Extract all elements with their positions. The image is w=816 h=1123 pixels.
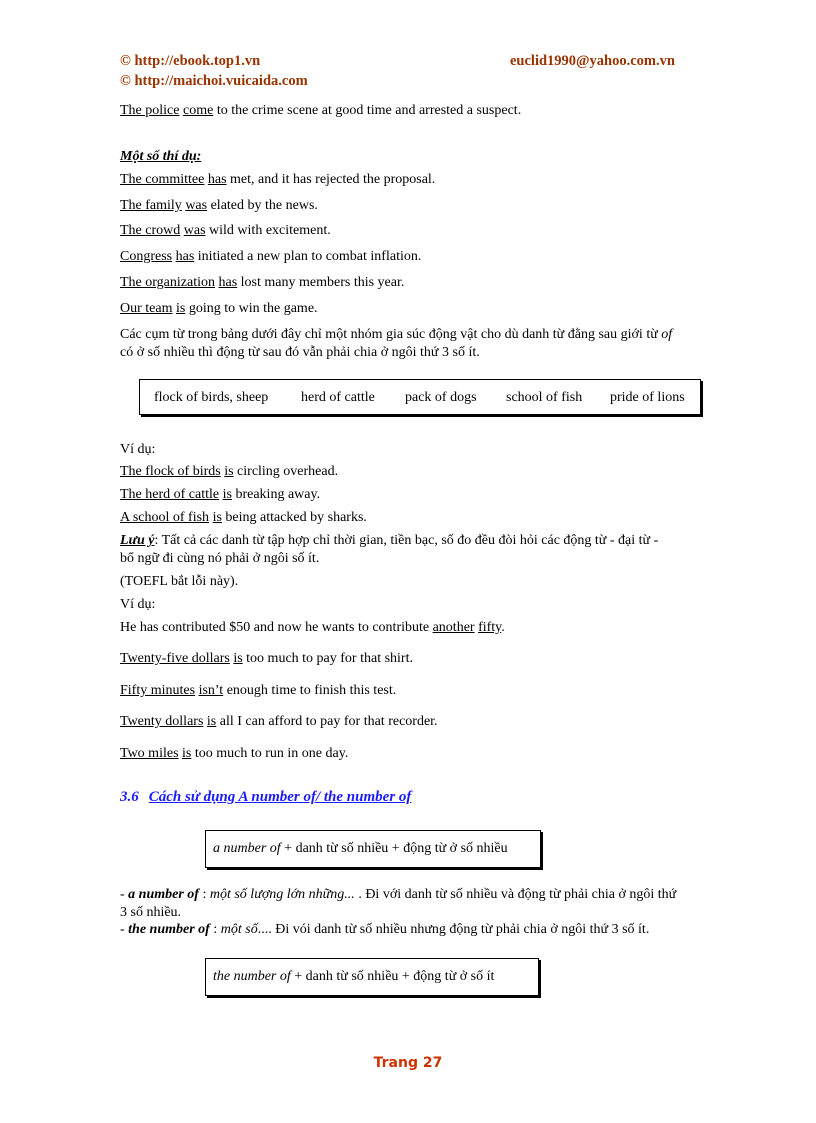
verb: is bbox=[175, 301, 186, 316]
subject: The committee bbox=[120, 172, 205, 187]
sentence-rest: too much to pay for that shirt. bbox=[242, 651, 413, 666]
colon: : bbox=[209, 922, 221, 937]
sentence-rest: to the crime scene at good time and arrested a suspect. bbox=[213, 103, 522, 118]
group-cell: pack of dogs bbox=[405, 390, 477, 405]
verb: is bbox=[233, 651, 243, 666]
explain-rest: .... Đi vói danh từ số nhiều nhưng động từ phải chia ở ngôi thứ 3 số ít. bbox=[257, 922, 650, 937]
verb: is bbox=[224, 464, 234, 479]
example-sentence bbox=[120, 301, 318, 317]
vidu-label: Ví dụ: bbox=[120, 597, 156, 612]
verb: come bbox=[182, 103, 214, 118]
animal-note-line1 bbox=[120, 327, 672, 343]
verb: is bbox=[182, 746, 192, 761]
section-title-link[interactable]: Cách sử dụng A number of/ the number of bbox=[148, 789, 412, 805]
verb: is bbox=[222, 487, 232, 502]
verb: is bbox=[212, 510, 222, 525]
verb: has bbox=[207, 172, 227, 187]
formula-box-a-number-of bbox=[205, 830, 541, 868]
header-link-ebook[interactable]: © http://ebook.top1.vn bbox=[120, 53, 261, 69]
sentence-rest: met, and it has rejected the proposal. bbox=[226, 172, 436, 187]
note-text: : Tất cả các danh từ tập hợp chỉ thời gian, tiền bạc, số đo đều đòi hỏi các động từ - đại từ - bbox=[154, 533, 659, 548]
formula-term: a number of bbox=[213, 841, 281, 856]
money-example bbox=[120, 620, 505, 636]
example-sentence bbox=[120, 198, 318, 214]
examples-heading: Một số thí dụ: bbox=[120, 149, 202, 164]
vidu-label: Ví dụ: bbox=[120, 442, 156, 457]
verb: has bbox=[175, 249, 195, 264]
example-sentence bbox=[120, 249, 421, 265]
formula-rest: + danh từ số nhiều + động từ ở số ít bbox=[290, 969, 495, 984]
section-number: 3.6 bbox=[120, 789, 139, 805]
sentence-rest: lost many members this year. bbox=[237, 275, 405, 290]
meaning: một số bbox=[220, 922, 258, 937]
group-cell: school of fish bbox=[506, 390, 583, 405]
example-sentence bbox=[120, 275, 404, 291]
subject: Twenty-five dollars bbox=[120, 651, 230, 666]
sentence-rest: all I can afford to pay for that recorder. bbox=[216, 714, 438, 729]
header-email[interactable]: euclid1990@yahoo.com.vn bbox=[510, 53, 675, 69]
formula-box-the-number-of bbox=[205, 958, 539, 996]
formula-term: the number of bbox=[213, 969, 291, 984]
money-example bbox=[120, 746, 348, 762]
term: a number of bbox=[128, 887, 199, 902]
section-heading bbox=[120, 789, 411, 806]
verb: isn’t bbox=[198, 683, 224, 698]
note-text: Các cụm từ trong bảng dưới đây chỉ một nhóm gia súc động vật cho dù danh từ đằng sau giới từ bbox=[120, 327, 662, 342]
subject: The organization bbox=[120, 275, 215, 290]
animal-example bbox=[120, 464, 338, 480]
money-example bbox=[120, 683, 396, 699]
header-link-maichoi[interactable]: © http://maichoi.vuicaida.com bbox=[120, 73, 308, 89]
explain-a-number-of-line2: 3 số nhiều. bbox=[120, 905, 182, 920]
verb: is bbox=[206, 714, 217, 729]
subject: Two miles bbox=[120, 746, 179, 761]
subject: The police bbox=[120, 103, 180, 118]
subject: Our team bbox=[120, 301, 173, 316]
group-cell: herd of cattle bbox=[301, 390, 375, 405]
subject: The crowd bbox=[120, 223, 181, 238]
verb: has bbox=[218, 275, 238, 290]
dash: - bbox=[120, 922, 129, 937]
note-line1 bbox=[120, 533, 658, 549]
note-line3: (TOEFL bắt lỗi này). bbox=[120, 574, 239, 589]
sentence-rest: initiated a new plan to combat inflation. bbox=[194, 249, 422, 264]
animal-note-line2: có ở số nhiều thì động từ sau đó vẫn phải chia ở ngôi thứ 3 số ít. bbox=[120, 345, 480, 360]
sentence-text: He has contributed $50 and now he wants to contribute bbox=[120, 620, 433, 635]
animal-example bbox=[120, 487, 320, 503]
subject: The herd of cattle bbox=[120, 487, 220, 502]
dash: - bbox=[120, 887, 129, 902]
example-sentence bbox=[120, 172, 435, 188]
money-example bbox=[120, 651, 413, 667]
sentence-rest: elated by the news. bbox=[207, 198, 318, 213]
sentence-rest: circling overhead. bbox=[233, 464, 339, 479]
animal-example bbox=[120, 510, 367, 526]
example-sentence bbox=[120, 223, 331, 239]
subject: A school of fish bbox=[120, 510, 210, 525]
explain-a-number-of bbox=[120, 887, 676, 903]
page-number: Trang 27 bbox=[373, 1055, 443, 1071]
note-line2: bổ ngữ đi cùng nó phải ở ngôi số ít. bbox=[120, 551, 320, 566]
word-another: another bbox=[432, 620, 475, 635]
sentence-rest: being attacked by sharks. bbox=[221, 510, 367, 525]
term: the number of bbox=[128, 922, 210, 937]
subject: The flock of birds bbox=[120, 464, 221, 479]
subject: Twenty dollars bbox=[120, 714, 204, 729]
formula-rest: + danh từ số nhiều + động từ ở số nhiều bbox=[280, 841, 508, 856]
money-example bbox=[120, 714, 438, 730]
colon: : bbox=[198, 887, 210, 902]
sentence-rest: too much to run in one day. bbox=[191, 746, 349, 761]
explain-rest: . Đi với danh từ số nhiều và động từ phải chia ở ngôi thứ bbox=[354, 887, 677, 902]
sentence-rest: going to win the game. bbox=[185, 301, 318, 316]
verb: was bbox=[185, 198, 208, 213]
group-cell: pride of lions bbox=[610, 390, 685, 405]
verb: was bbox=[183, 223, 206, 238]
sentence-rest: wild with excitement. bbox=[205, 223, 331, 238]
explain-the-number-of bbox=[120, 922, 649, 938]
intro-sentence bbox=[120, 103, 521, 119]
group-cell: flock of birds, sheep bbox=[154, 390, 269, 405]
period: . bbox=[501, 620, 505, 635]
preposition-of: of bbox=[661, 327, 673, 342]
meaning: một số lượng lớn những... bbox=[209, 887, 355, 902]
sentence-rest: enough time to finish this test. bbox=[223, 683, 397, 698]
subject: Congress bbox=[120, 249, 173, 264]
subject: Fifty minutes bbox=[120, 683, 196, 698]
note-label: Lưu ý bbox=[120, 533, 155, 548]
sentence-rest: breaking away. bbox=[231, 487, 321, 502]
animal-group-table bbox=[139, 379, 701, 415]
word-fifty: fifty bbox=[478, 620, 502, 635]
subject: The family bbox=[120, 198, 182, 213]
